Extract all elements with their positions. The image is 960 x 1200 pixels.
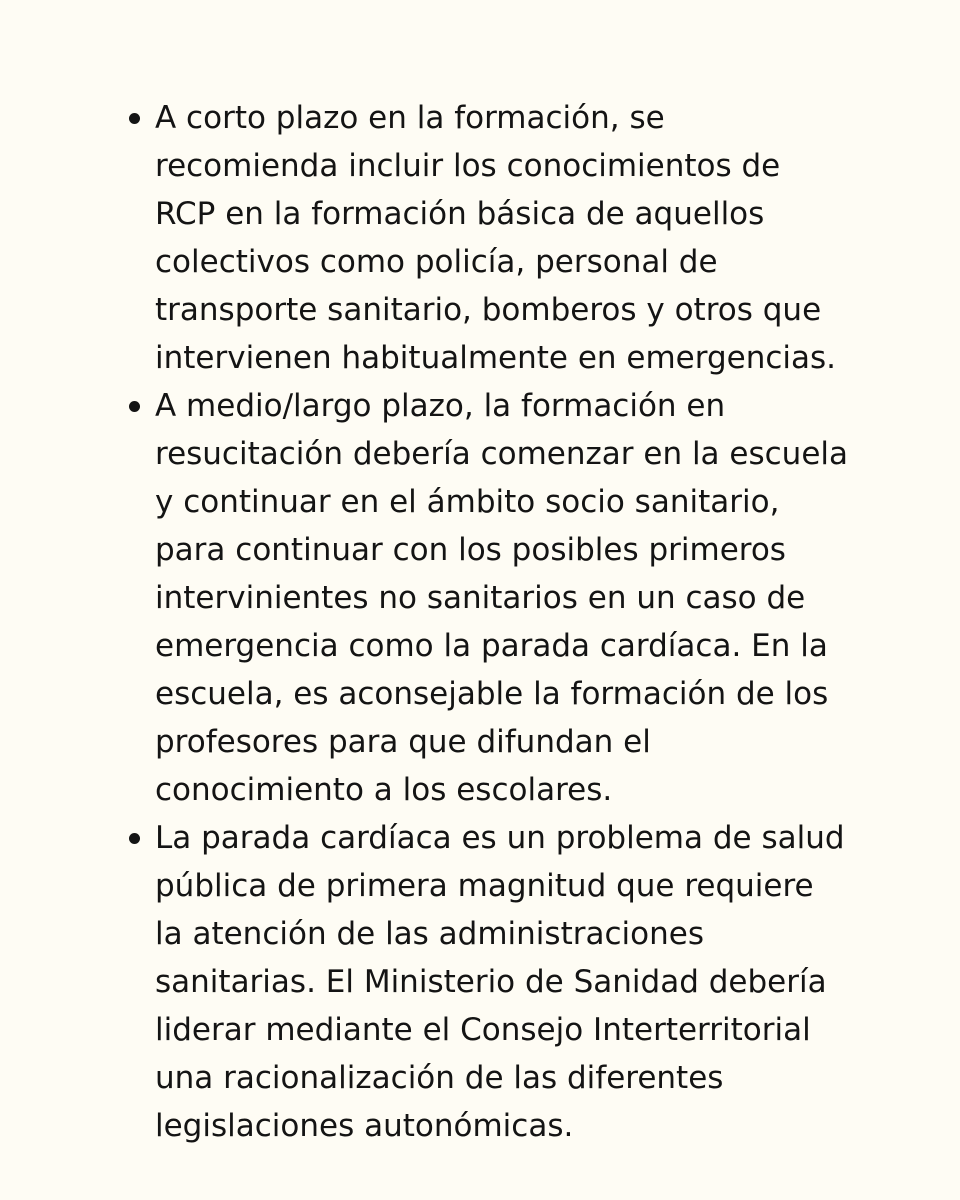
text-line: intervienen habitualmente en emergencias. bbox=[155, 340, 837, 376]
bullet-list bbox=[155, 94, 875, 1150]
text-line: para continuar con los posibles primeros bbox=[155, 532, 786, 568]
text-line: conocimiento a los escolares. bbox=[155, 772, 613, 808]
bullet-text bbox=[155, 814, 875, 1150]
text-line: pública de primera magnitud que requiere bbox=[155, 868, 814, 904]
text-line: A medio/largo plazo, la formación en bbox=[155, 388, 726, 424]
text-line: transporte sanitario, bomberos y otros que bbox=[155, 292, 822, 328]
text-line: escuela, es aconsejable la formación de los bbox=[155, 676, 829, 712]
text-line: emergencia como la parada cardíaca. En la bbox=[155, 628, 828, 664]
bullet-icon bbox=[129, 401, 140, 412]
bullet-item-public-health bbox=[155, 814, 875, 1150]
text-line: intervinientes no sanitarios en un caso de bbox=[155, 580, 806, 616]
bullet-item-medium-long-term bbox=[155, 382, 875, 814]
text-line: y continuar en el ámbito socio sanitario, bbox=[155, 484, 780, 520]
text-line: recomienda incluir los conocimientos de bbox=[155, 148, 781, 184]
text-line: RCP en la formación básica de aquellos bbox=[155, 196, 765, 232]
text-line: la atención de las administraciones bbox=[155, 916, 704, 952]
text-line: profesores para que difundan el bbox=[155, 724, 651, 760]
text-line: legislaciones autonómicas. bbox=[155, 1108, 574, 1144]
bullet-item-short-term bbox=[155, 94, 875, 382]
text-line: A corto plazo en la formación, se bbox=[155, 100, 665, 136]
text-line: sanitarias. El Ministerio de Sanidad debería bbox=[155, 964, 827, 1000]
text-line: La parada cardíaca es un problema de salud bbox=[155, 820, 845, 856]
text-line: colectivos como policía, personal de bbox=[155, 244, 718, 280]
bullet-text bbox=[155, 94, 875, 382]
bullet-text bbox=[155, 382, 875, 814]
bullet-icon bbox=[129, 833, 140, 844]
text-line: una racionalización de las diferentes bbox=[155, 1060, 724, 1096]
bullet-icon bbox=[129, 113, 140, 124]
text-line: liderar mediante el Consejo Interterritorial bbox=[155, 1012, 811, 1048]
text-line: resucitación debería comenzar en la escuela bbox=[155, 436, 849, 472]
